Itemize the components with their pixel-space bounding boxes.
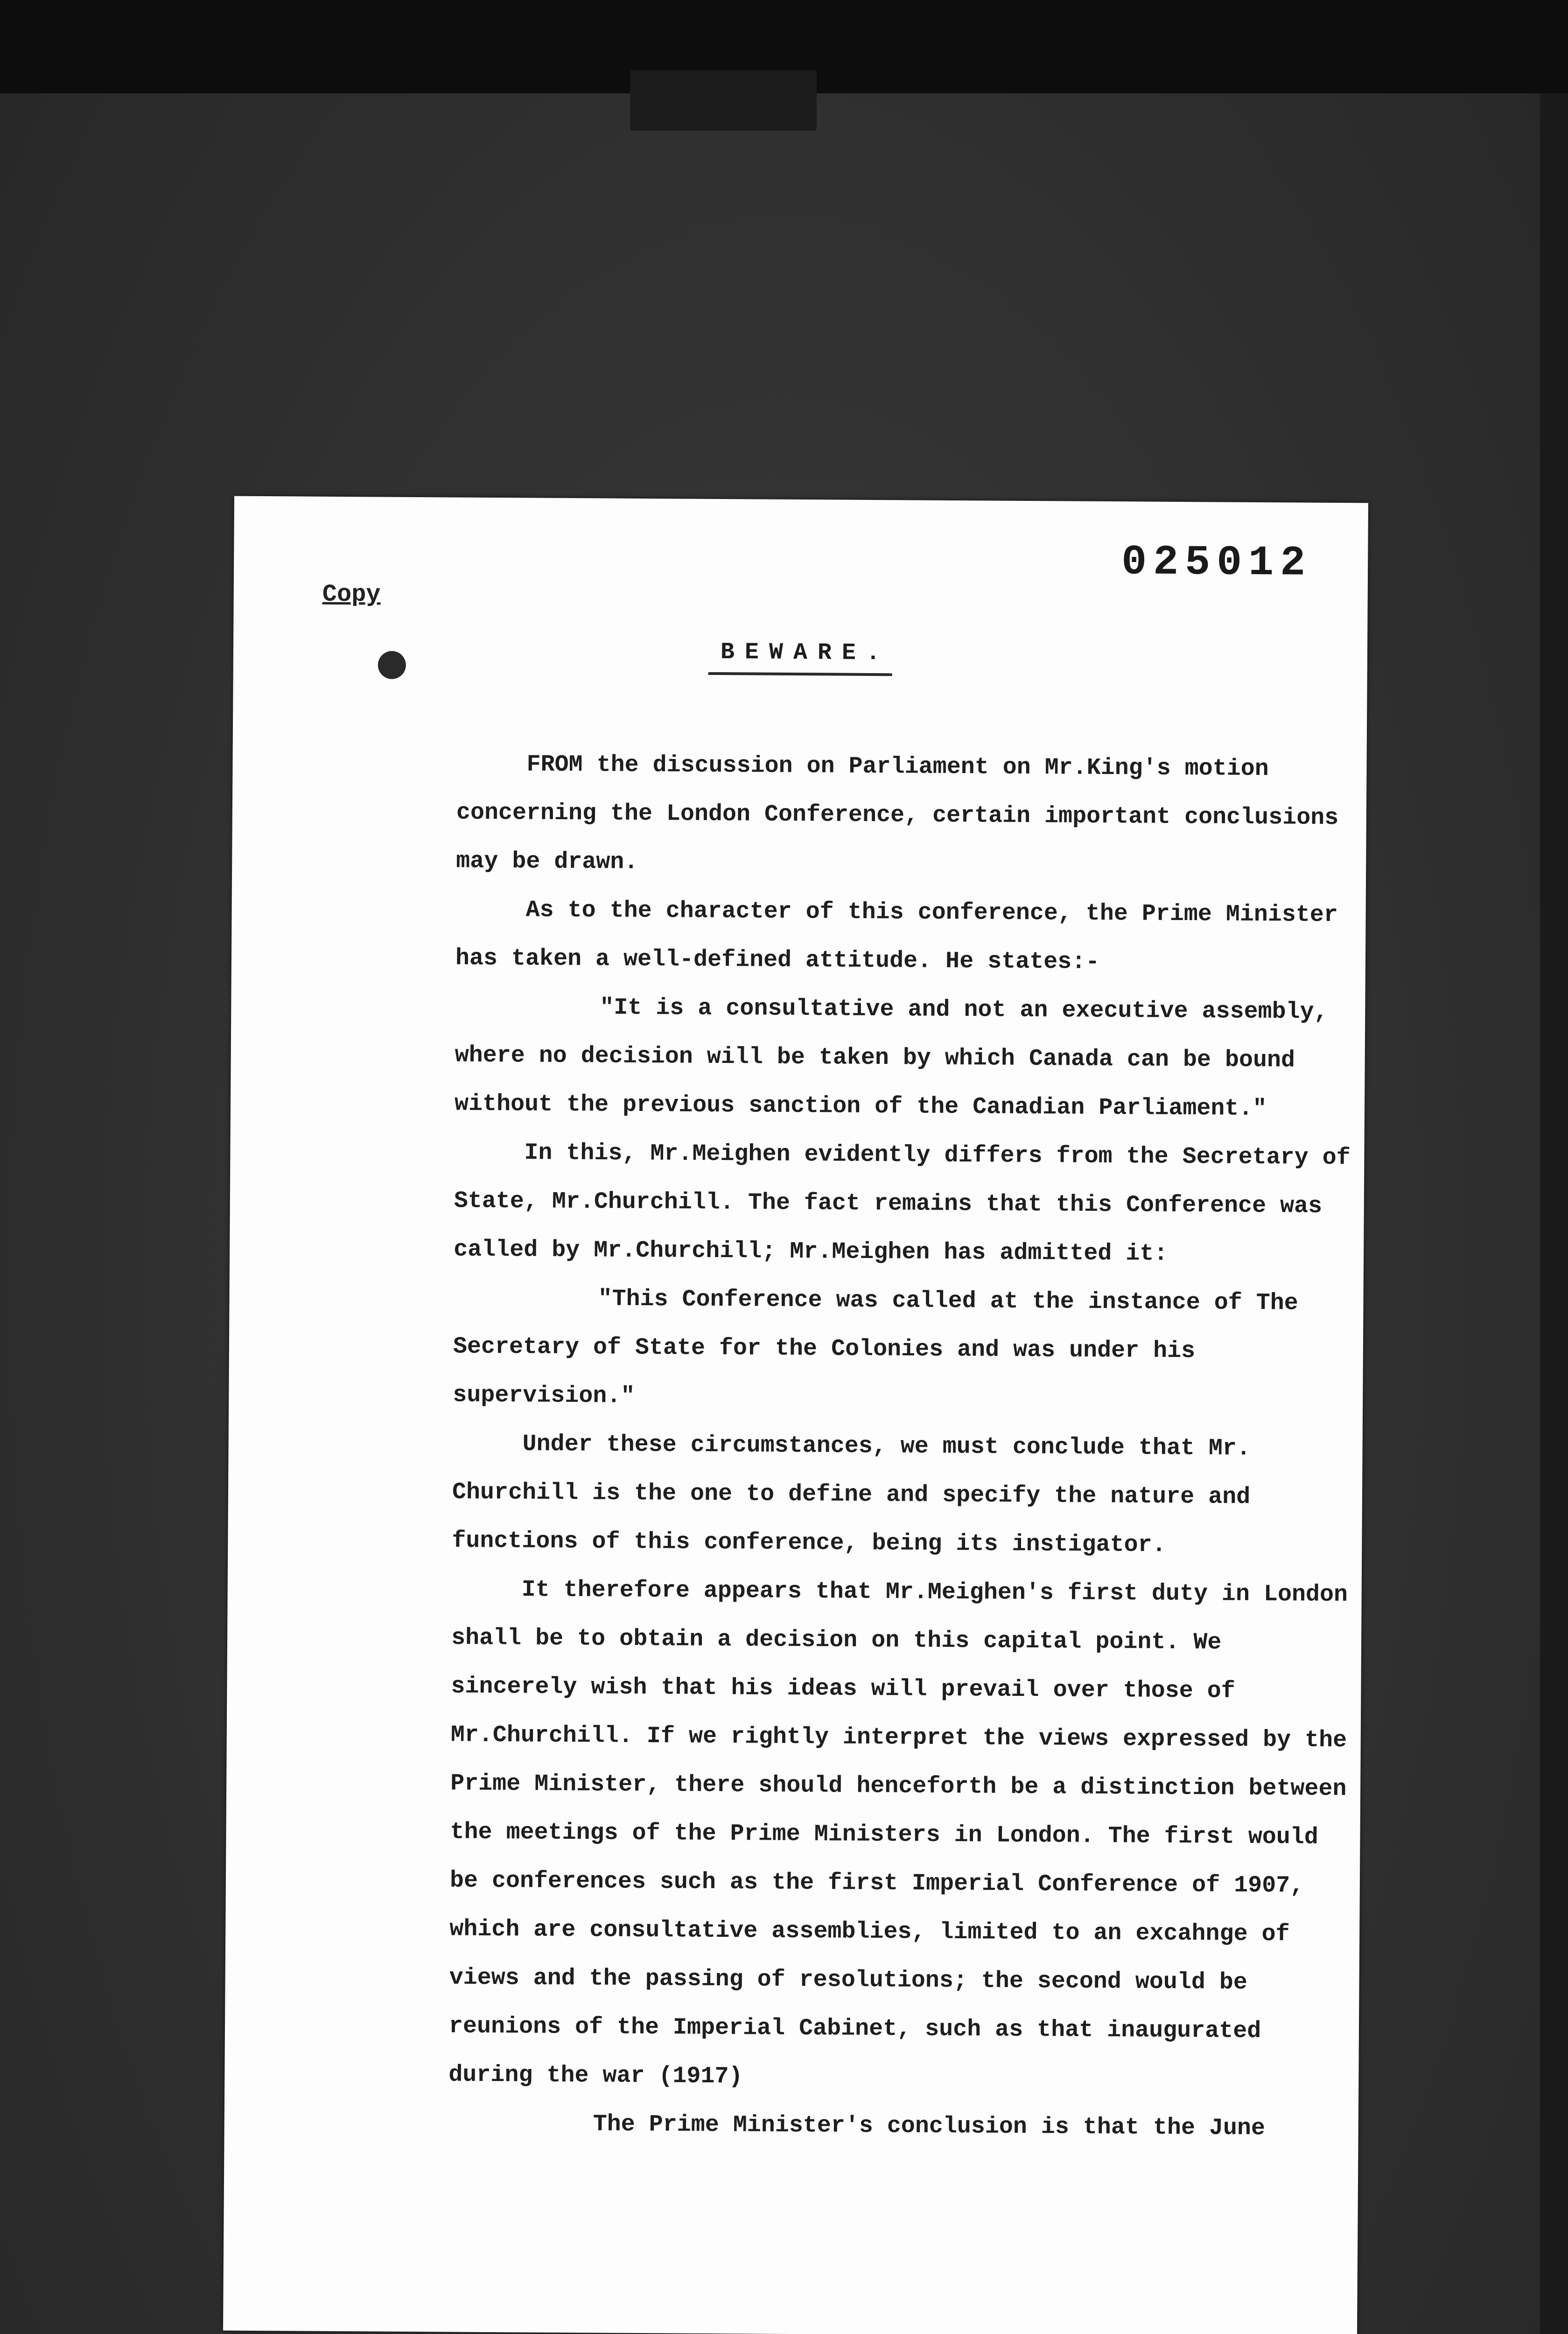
- document-page: [223, 496, 1368, 2334]
- page-title: [233, 636, 1367, 679]
- page-number: 025012: [1121, 539, 1312, 588]
- frame-clip: [630, 70, 817, 131]
- copy-label: Copy: [322, 580, 381, 609]
- document-paragraph: Under these circumstances, we must conclude that Mr. Churchill is the one to define and specify the nature and functions of this conference, being its instigator.: [452, 1431, 1251, 1559]
- document-paragraph: The Prime Minister's conclusion is that the June: [593, 2111, 1266, 2142]
- document-paragraph: "This Conference was called at the instance of The Secretary of State for the Colonies and was under his supervision.": [453, 1286, 1298, 1410]
- document-paragraph: In this, Mr.Meighen evidently differs from the Secretary of State, Mr.Churchill. The fact remains that this Conference was called by Mr.Churchill; Mr.Meighen has admitted it:: [453, 1139, 1351, 1267]
- document-paragraph: FROM the discussion on Parliament on Mr.King's motion concerning the London Conference, certain important conclusions may be drawn.: [456, 751, 1339, 876]
- document-body: [448, 740, 1357, 2154]
- film-edge: [1540, 93, 1568, 2334]
- document-paragraph: "It is a consultative and not an executive assembly, where no decision will be taken by which Canada can be bound without the previous sanction of the Canadian Parliament.": [454, 994, 1328, 1123]
- document-paragraph: As to the character of this conference, the Prime Minister has taken a well-defined attitude. He states:-: [455, 897, 1338, 976]
- document-paragraph: It therefore appears that Mr.Meighen's first duty in London shall be to obtain a decision on this capital point. We sincerely wish that his ideas will prevail over those of Mr.Churchill. If we rightly interpret the views expressed by the Prime Minister, there should henceforth be a distinction between the meetings of the Prime Ministers in London. The first would be conferences such as the first Imperial Conference of 1907, which are consultative assemblies, limited to an excahnge of views and the passing of resolutions; the second would be reunions of the Imperial Cabinet, such as that inaugurated during the war (1917): [448, 1576, 1348, 2090]
- page-title-text: BEWARE.: [708, 639, 893, 676]
